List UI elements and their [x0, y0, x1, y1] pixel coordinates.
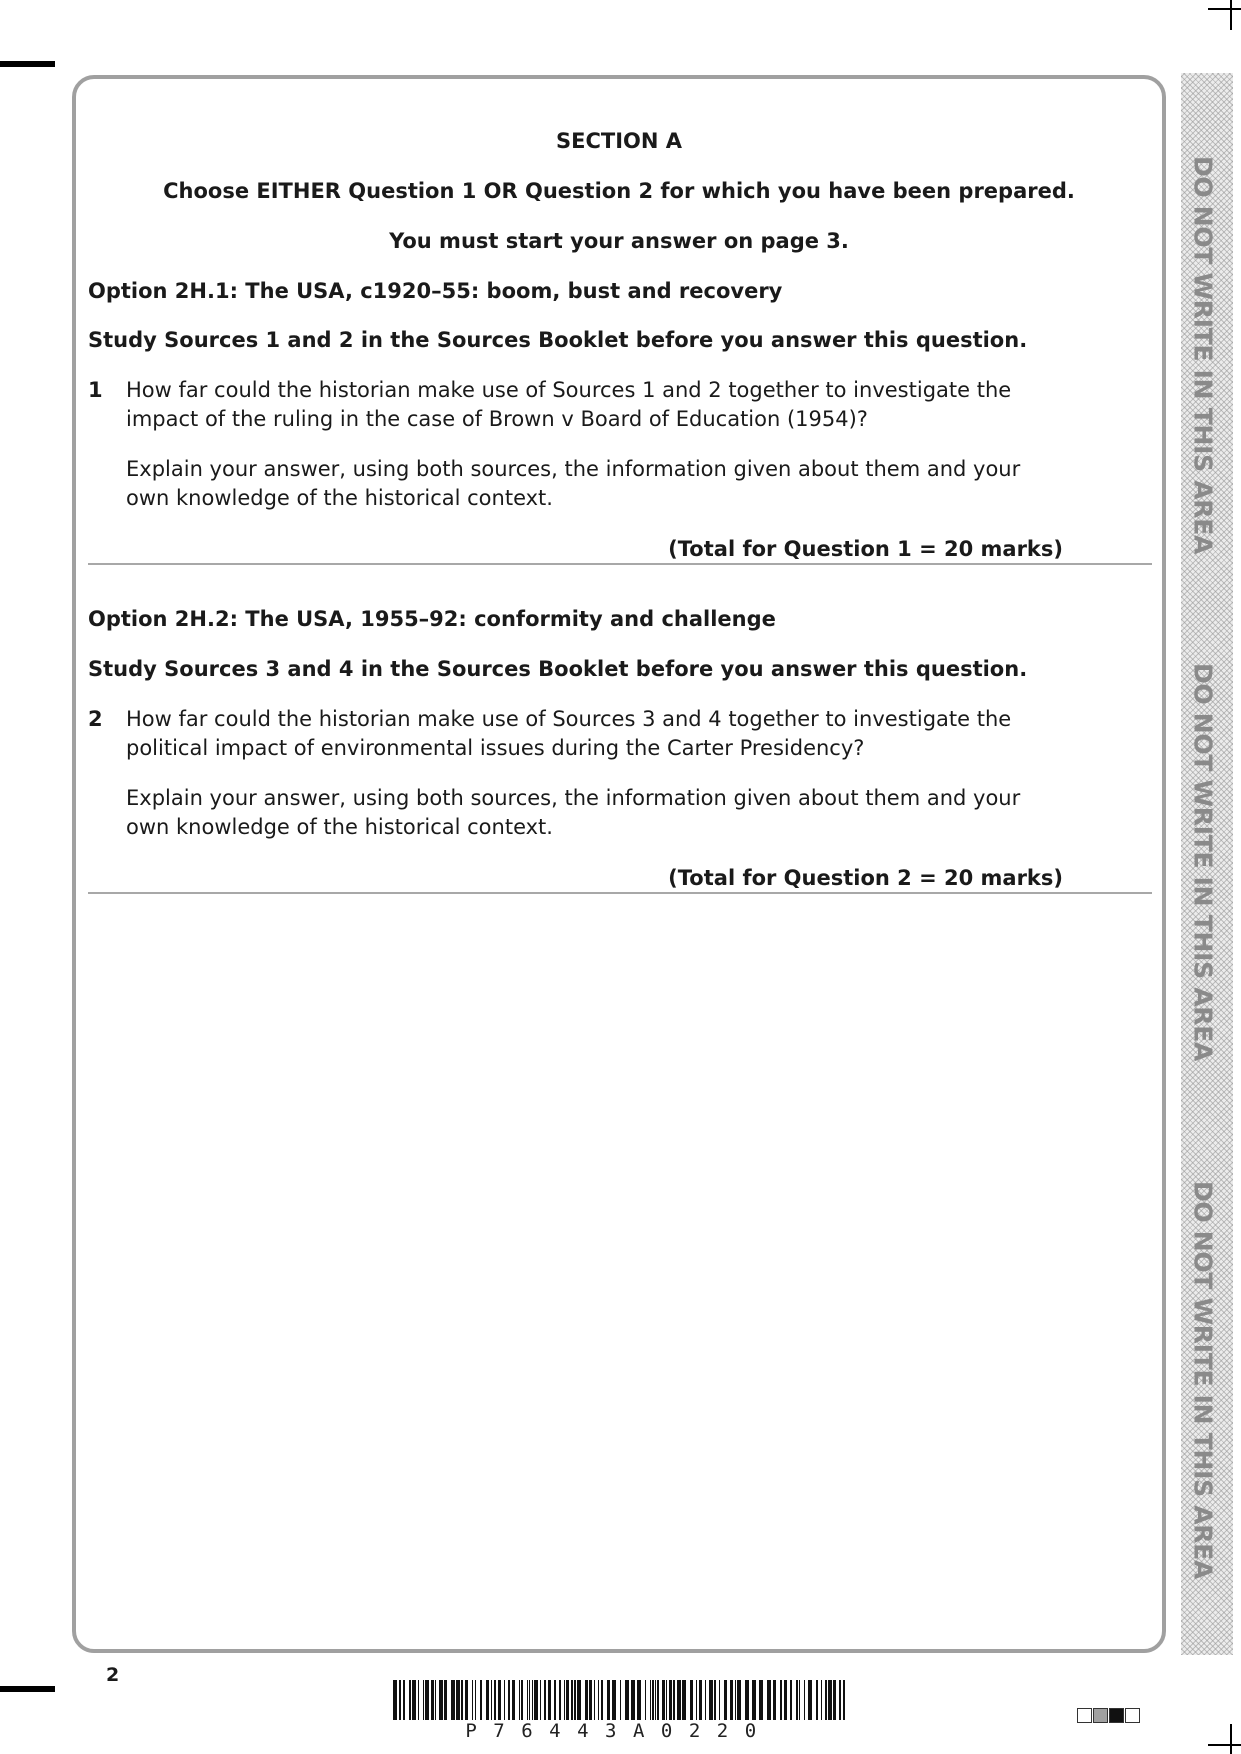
barcode-bar: [532, 1680, 533, 1720]
barcode-bar: [719, 1680, 720, 1720]
barcode-bar: [527, 1680, 528, 1720]
barcode-bar: [521, 1680, 523, 1720]
barcode-bar: [821, 1680, 822, 1720]
crop-mark-top-right-h: [1208, 8, 1241, 10]
barcode-bar: [498, 1680, 501, 1720]
barcode-bar: [804, 1680, 805, 1720]
barcode-bar: [571, 1680, 573, 1720]
barcode-bar: [808, 1680, 812, 1720]
barcode-bar: [833, 1680, 836, 1720]
barcode-bar: [625, 1680, 629, 1720]
barcode-bar: [519, 1680, 520, 1720]
barcode-bar: [461, 1680, 463, 1720]
barcode-bar: [657, 1680, 659, 1720]
crop-mark-top-left: [0, 61, 55, 67]
crop-mark-bottom-right-h: [1208, 1744, 1241, 1746]
barcode-bar: [655, 1680, 656, 1720]
barcode-bar: [724, 1680, 727, 1720]
barcode-bar: [607, 1680, 610, 1720]
barcode-bar: [682, 1680, 686, 1720]
barcode-bar: [637, 1680, 641, 1720]
barcode-bar: [696, 1680, 697, 1720]
barcode-bar: [799, 1680, 800, 1720]
barcode-bar: [399, 1680, 401, 1720]
option-2-heading: Option 2H.2: The USA, 1955–92: conformity and challenge: [88, 607, 776, 631]
barcode-bar: [439, 1680, 443, 1720]
barcode-bar: [601, 1680, 603, 1720]
barcode-bar: [631, 1680, 635, 1720]
barcode-bar: [425, 1680, 429, 1720]
barcode-bar: [699, 1680, 702, 1720]
barcode-bar: [666, 1680, 667, 1720]
barcode-bar: [669, 1680, 672, 1720]
option-1-heading: Option 2H.1: The USA, c1920–55: boom, bust and recovery: [88, 279, 783, 303]
barcode-bar: [559, 1680, 561, 1720]
barcode-bar: [486, 1680, 489, 1720]
barcode-bar: [598, 1680, 599, 1720]
crop-mark-top-right-v: [1230, 0, 1232, 30]
barcode-bar: [431, 1680, 434, 1720]
question-2-rule: [88, 892, 1152, 894]
barcode-bar: [409, 1680, 411, 1720]
barcode-bar: [673, 1680, 675, 1720]
choose-instruction: Choose EITHER Question 1 OR Question 2 for which you have been prepared.: [163, 179, 1075, 203]
barcode-bar: [574, 1680, 576, 1720]
barcode-bar: [677, 1680, 681, 1720]
barcode-bar: [403, 1680, 405, 1720]
option-2-study: Study Sources 3 and 4 in the Sources Booklet before you answer this question.: [88, 657, 1028, 681]
barcode-bar: [475, 1680, 476, 1720]
colour-square: [1109, 1708, 1124, 1723]
margin-warning-top: DO NOT WRITE IN THIS AREA: [1188, 155, 1218, 555]
barcode-bar: [435, 1680, 436, 1720]
barcode-bar: [491, 1680, 492, 1720]
question-2-text: How far could the historian make use of Sources 3 and 4 together to investigate the political impact of environmental issues during the Carter Presidency?: [126, 707, 1012, 760]
barcode-bar: [412, 1680, 416, 1720]
barcode-bar: [796, 1680, 798, 1720]
barcode-bar: [585, 1680, 588, 1720]
barcode-bar: [540, 1680, 541, 1720]
barcode-bar: [709, 1680, 713, 1720]
barcode-bar: [544, 1680, 546, 1720]
question-2-number: 2: [88, 707, 103, 731]
margin-warning-middle: DO NOT WRITE IN THIS AREA: [1188, 662, 1218, 1062]
barcode-bar: [472, 1680, 473, 1720]
option-1-study: Study Sources 1 and 2 in the Sources Booklet before you answer this question.: [88, 328, 1028, 352]
question-1-explain: Explain your answer, using both sources, the information given about them and your own knowledge of the historical context.: [126, 457, 1021, 510]
barcode-bar: [737, 1680, 741, 1720]
question-2-explain: Explain your answer, using both sources, the information given about them and your own knowledge of the historical context.: [126, 786, 1021, 839]
barcode-bar: [784, 1680, 787, 1720]
question-1-total: (Total for Question 1 = 20 marks): [668, 537, 1063, 561]
barcode-bar: [548, 1680, 551, 1720]
barcode-bar: [512, 1680, 515, 1720]
barcode-bar: [508, 1680, 510, 1720]
barcode-bar: [690, 1680, 693, 1720]
barcode-bar: [589, 1680, 592, 1720]
crop-mark-bottom-right-v: [1230, 1724, 1232, 1754]
barcode-bar: [418, 1680, 419, 1720]
barcode-bar: [494, 1680, 496, 1720]
barcode-bar: [393, 1680, 397, 1720]
barcode-bar: [650, 1680, 651, 1720]
barcode-bar: [620, 1680, 621, 1720]
question-1-rule: [88, 563, 1152, 565]
barcode-bar: [705, 1680, 706, 1720]
section-title: SECTION A: [555, 129, 682, 153]
barcode-bar: [828, 1680, 832, 1720]
barcode-bar: [554, 1680, 556, 1720]
barcode-bar: [577, 1680, 581, 1720]
barcode-bar: [843, 1680, 845, 1720]
question-1-number: 1: [88, 378, 103, 402]
barcode: [393, 1680, 845, 1720]
crop-mark-bottom-left: [0, 1686, 55, 1692]
barcode-bar: [423, 1680, 424, 1720]
barcode-bar: [790, 1680, 792, 1720]
barcode-bar: [735, 1680, 736, 1720]
barcode-bar: [730, 1680, 733, 1720]
barcode-bar: [825, 1680, 827, 1720]
question-1-text: How far could the historian make use of Sources 1 and 2 together to investigate the impact of the ruling in the case of Brown v Board of Education (1954)?: [126, 378, 1012, 431]
colour-square: [1077, 1708, 1092, 1723]
barcode-bar: [451, 1680, 455, 1720]
barcode-bar: [465, 1680, 468, 1720]
barcode-bar: [759, 1680, 763, 1720]
barcode-bar: [767, 1680, 771, 1720]
colour-squares: [1077, 1708, 1141, 1727]
barcode-bar: [594, 1680, 595, 1720]
barcode-bar: [504, 1680, 505, 1720]
barcode-bar: [773, 1680, 776, 1720]
barcode-bar: [662, 1680, 665, 1720]
barcode-bar: [745, 1680, 749, 1720]
barcode-bar: [612, 1680, 616, 1720]
margin-warning-bottom: DO NOT WRITE IN THIS AREA: [1188, 1180, 1218, 1580]
start-instruction: You must start your answer on page 3.: [389, 229, 849, 253]
barcode-bar: [645, 1680, 646, 1720]
barcode-bar: [714, 1680, 716, 1720]
barcode-bar: [839, 1680, 841, 1720]
barcode-bar: [652, 1680, 654, 1720]
barcode-bar: [529, 1680, 530, 1720]
barcode-bar: [444, 1680, 447, 1720]
colour-square: [1125, 1708, 1140, 1723]
question-2-total: (Total for Question 2 = 20 marks): [668, 866, 1063, 890]
page-number: 2: [106, 1664, 120, 1686]
barcode-digits: P76443A0220: [465, 1720, 773, 1742]
barcode-bar: [456, 1680, 460, 1720]
barcode-bar: [780, 1680, 782, 1720]
barcode-bar: [566, 1680, 569, 1720]
barcode-bar: [534, 1680, 538, 1720]
barcode-bar: [816, 1680, 818, 1720]
barcode-bar: [480, 1680, 482, 1720]
colour-square: [1093, 1708, 1108, 1723]
barcode-bar: [752, 1680, 756, 1720]
barcode-bar: [564, 1680, 565, 1720]
